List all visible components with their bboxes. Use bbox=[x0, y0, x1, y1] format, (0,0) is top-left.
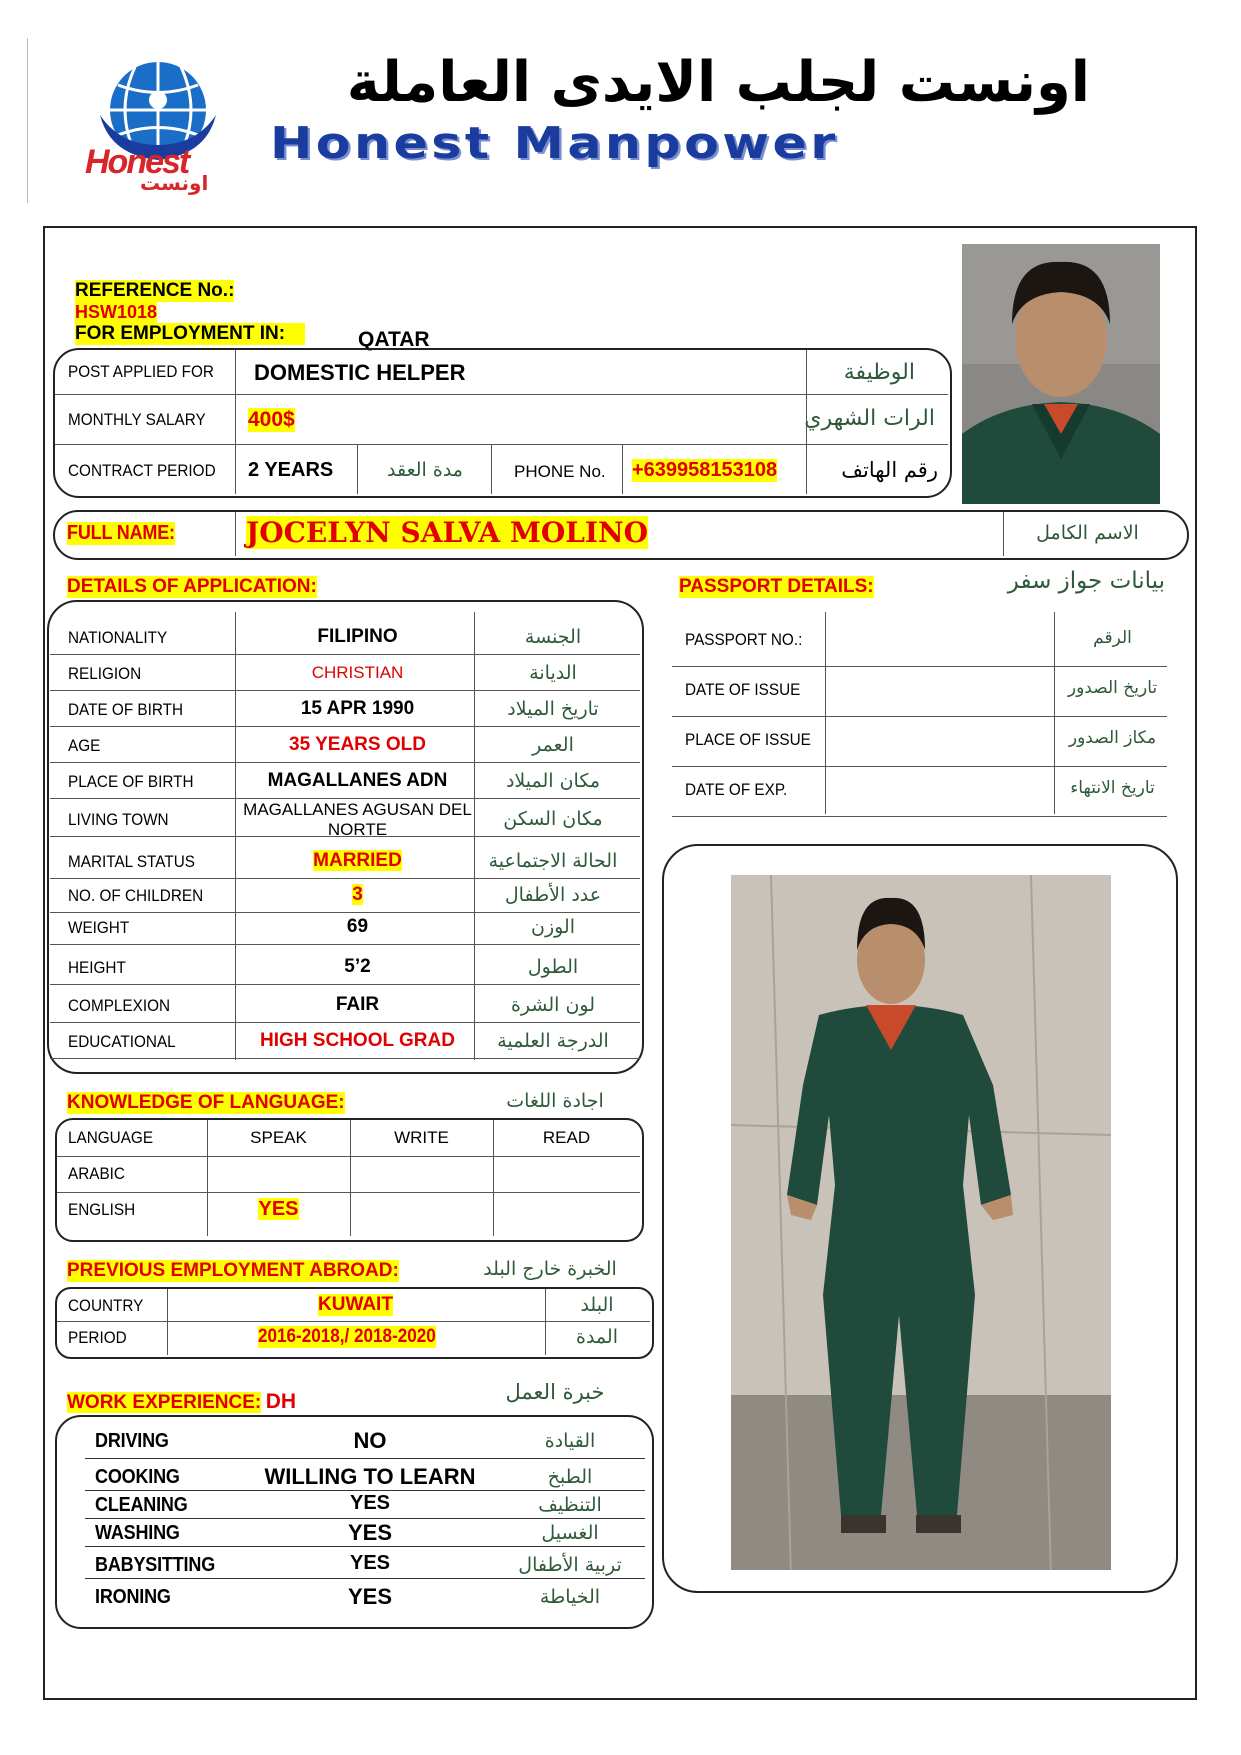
passport-row-label: PLACE OF ISSUE bbox=[685, 730, 811, 749]
country-value: KUWAIT bbox=[318, 1294, 393, 1315]
work-title-row bbox=[67, 1390, 296, 1414]
details-row-divider bbox=[50, 878, 640, 879]
passport-title: PASSPORT DETAILS: bbox=[679, 576, 874, 597]
work-row-value: YES bbox=[347, 1584, 393, 1609]
logo-text-en: Honest bbox=[85, 143, 189, 181]
details-row-value-text: MAGALLANES ADN bbox=[267, 770, 448, 791]
salary-value: 400$ bbox=[248, 408, 295, 431]
details-row-value bbox=[240, 956, 475, 978]
details-row-value-text: MARRIED bbox=[313, 850, 402, 871]
details-row-value bbox=[240, 626, 475, 648]
contract-label: CONTRACT PERIOD bbox=[68, 461, 216, 480]
work-row-ar: تربية الأطفال bbox=[518, 1554, 622, 1576]
previous-title: PREVIOUS EMPLOYMENT ABROAD: bbox=[67, 1260, 399, 1281]
passport-row-label: DATE OF ISSUE bbox=[685, 680, 801, 699]
details-row-label: AGE bbox=[68, 736, 101, 755]
details-row-ar: تاريخ الميلاد bbox=[507, 698, 599, 720]
details-row-value bbox=[240, 800, 475, 840]
passport-row-ar: تاريخ الصدور bbox=[1067, 678, 1158, 698]
details-row-ar: الطول bbox=[527, 956, 579, 978]
post-ar: الوظيفة bbox=[843, 360, 915, 385]
details-row-label: HEIGHT bbox=[68, 958, 126, 977]
details-row-label: NATIONALITY bbox=[68, 628, 168, 647]
details-row-divider bbox=[50, 690, 640, 691]
passport-row-divider bbox=[672, 816, 1167, 817]
details-row-value-text: 3 bbox=[352, 884, 363, 905]
work-row-ar: الغسيل bbox=[541, 1522, 599, 1544]
reference-number: HSW1018 bbox=[75, 302, 158, 322]
company-name-ar: اونست لجلب الايدى العاملة bbox=[346, 50, 1090, 115]
details-row-value-text: FAIR bbox=[335, 994, 380, 1015]
details-row-value-text: 15 APR 1990 bbox=[300, 698, 415, 719]
language-name: ARABIC bbox=[68, 1164, 125, 1183]
passport-row-label: DATE OF EXP. bbox=[685, 780, 788, 799]
details-row-ar: مكان الميلاد bbox=[505, 770, 601, 792]
passport-col-divider bbox=[1054, 612, 1055, 814]
period-ar: المدة bbox=[576, 1326, 618, 1348]
work-title: WORK EXPERIENCE: bbox=[67, 1392, 262, 1413]
details-row-ar: الجنسة bbox=[524, 626, 582, 648]
work-row-divider bbox=[85, 1458, 645, 1459]
details-row-value bbox=[240, 994, 475, 1016]
salary-label: MONTHLY SALARY bbox=[68, 410, 206, 429]
language-row-divider bbox=[57, 1156, 640, 1157]
details-row-value-text: HIGH SCHOOL GRAD bbox=[260, 1030, 455, 1051]
passport-row-divider bbox=[672, 716, 1167, 717]
work-row-divider bbox=[85, 1578, 645, 1579]
details-col-divider bbox=[474, 612, 475, 1060]
country-label: COUNTRY bbox=[68, 1296, 144, 1315]
language-header: LANGUAGE bbox=[68, 1128, 154, 1147]
passport-row-ar: الرقم bbox=[1093, 628, 1132, 648]
details-row-ar: الوزن bbox=[530, 916, 575, 938]
details-row-ar: العمر bbox=[532, 734, 574, 756]
passport-title-ar: بيانات جواز سفر bbox=[1007, 568, 1165, 594]
details-row-label: EDUCATIONAL bbox=[68, 1032, 176, 1051]
reference-label: REFERENCE No.: bbox=[75, 280, 235, 301]
details-row-value bbox=[240, 734, 475, 756]
reference-block bbox=[75, 280, 305, 345]
details-title: DETAILS OF APPLICATION: bbox=[67, 576, 317, 597]
salary-ar: الرات الشهري bbox=[804, 406, 935, 431]
details-row-value bbox=[240, 916, 475, 938]
logo-text-ar: اونست bbox=[140, 171, 209, 195]
language-header: READ bbox=[542, 1128, 591, 1147]
details-row-label: NO. OF CHILDREN bbox=[68, 886, 204, 905]
passport-row-divider bbox=[672, 666, 1167, 667]
post-value: DOMESTIC HELPER bbox=[254, 360, 466, 385]
language-cell bbox=[207, 1198, 350, 1221]
details-row-ar: الحالة الاجتماعية bbox=[488, 850, 618, 872]
details-row-divider bbox=[50, 798, 640, 799]
company-name-en: Honest Manpower bbox=[270, 118, 839, 169]
details-row-label: DATE OF BIRTH bbox=[68, 700, 184, 719]
details-row-label: PLACE OF BIRTH bbox=[68, 772, 194, 791]
language-row-divider bbox=[57, 1192, 640, 1193]
details-row-divider bbox=[50, 1058, 640, 1059]
work-row-divider bbox=[85, 1546, 645, 1547]
language-title: KNOWLEDGE OF LANGUAGE: bbox=[67, 1092, 345, 1113]
work-row-label: BABYSITTING bbox=[95, 1554, 216, 1576]
applicant-full-body-photo bbox=[731, 875, 1111, 1570]
details-row-label: RELIGION bbox=[68, 664, 142, 683]
details-row-value-text: 35 YEARS OLD bbox=[289, 734, 426, 755]
details-row-label: LIVING TOWN bbox=[68, 810, 169, 829]
details-row-divider bbox=[50, 726, 640, 727]
details-row-label: WEIGHT bbox=[68, 918, 130, 937]
details-row-value-text: FILIPINO bbox=[317, 626, 398, 647]
employment-label: FOR EMPLOYMENT IN: bbox=[75, 323, 305, 345]
details-row-value-text: 5’2 bbox=[344, 956, 371, 977]
header-left-rule bbox=[27, 38, 28, 203]
company-logo bbox=[80, 55, 240, 195]
details-row-value-text: 69 bbox=[346, 916, 369, 937]
phone-label: PHONE No. bbox=[514, 462, 606, 481]
details-row-divider bbox=[50, 654, 640, 655]
details-row-value bbox=[240, 850, 475, 872]
details-row-value bbox=[240, 662, 475, 684]
details-row-ar: مكان السكن bbox=[503, 808, 603, 830]
work-row-divider bbox=[85, 1490, 645, 1491]
language-header: SPEAK bbox=[250, 1128, 307, 1147]
details-row-divider bbox=[50, 944, 640, 945]
work-row-label: CLEANING bbox=[95, 1494, 188, 1516]
full-name-value: JOCELYN SALVA MOLINO bbox=[246, 516, 648, 549]
details-row-ar: لون الشرة bbox=[510, 994, 596, 1016]
contract-ar: مدة العقد bbox=[387, 459, 463, 481]
passport-row-divider bbox=[672, 766, 1167, 767]
phone-value: +639958153108 bbox=[632, 459, 778, 481]
details-row-ar: الديانة bbox=[529, 662, 577, 684]
passport-col-divider bbox=[825, 612, 826, 814]
post-label: POST APPLIED FOR bbox=[68, 362, 214, 381]
work-row-label: IRONING bbox=[95, 1586, 171, 1608]
contract-value: 2 YEARS bbox=[248, 459, 334, 481]
details-row-ar: عدد الأطفال bbox=[504, 884, 602, 906]
full-name-label: FULL NAME: bbox=[67, 522, 175, 544]
work-row-value: YES bbox=[347, 1520, 393, 1545]
employment-country: QATAR bbox=[358, 328, 430, 351]
passport-row-ar: تاريخ الانتهاء bbox=[1070, 778, 1155, 798]
language-header: WRITE bbox=[394, 1128, 449, 1147]
language-title-ar: اجادة اللغات bbox=[506, 1090, 604, 1112]
details-row-divider bbox=[50, 984, 640, 985]
period-value: 2016-2018,/ 2018-2020 bbox=[258, 1326, 436, 1347]
phone-ar: رقم الهاتف bbox=[841, 458, 938, 482]
details-row-label: COMPLEXION bbox=[68, 996, 171, 1015]
full-name-ar: الاسم الكامل bbox=[1036, 522, 1139, 544]
work-row-ar: القيادة bbox=[544, 1430, 596, 1452]
work-row-value: YES bbox=[349, 1492, 391, 1514]
period-label: PERIOD bbox=[68, 1328, 127, 1347]
country-ar: البلد bbox=[580, 1294, 614, 1316]
work-row-divider bbox=[85, 1518, 645, 1519]
work-row-label: DRIVING bbox=[95, 1430, 169, 1452]
work-title-value: DH bbox=[265, 1390, 297, 1413]
language-name: ENGLISH bbox=[68, 1200, 136, 1219]
details-row-divider bbox=[50, 912, 640, 913]
work-row-ar: الطبخ bbox=[547, 1466, 593, 1488]
passport-row-label: PASSPORT NO.: bbox=[685, 630, 803, 649]
language-cell-value: YES bbox=[258, 1198, 299, 1220]
work-row-label: WASHING bbox=[95, 1522, 180, 1544]
details-row-value bbox=[240, 770, 475, 792]
passport-row-ar: مكاز الصدور bbox=[1068, 728, 1157, 748]
details-row-value bbox=[240, 1030, 475, 1052]
work-row-value: YES bbox=[349, 1552, 391, 1574]
applicant-headshot bbox=[962, 244, 1160, 504]
work-row-label: COOKING bbox=[95, 1466, 180, 1488]
details-row-label: MARITAL STATUS bbox=[68, 852, 195, 871]
previous-title-ar: الخبرة خارج البلد bbox=[483, 1258, 617, 1280]
details-row-divider bbox=[50, 1022, 640, 1023]
details-row-divider bbox=[50, 762, 640, 763]
details-row-value-text: MAGALLANES AGUSAN DEL NORTE bbox=[243, 800, 472, 839]
work-row-ar: الخياطة bbox=[539, 1586, 601, 1608]
details-row-ar: الدرجة العلمية bbox=[497, 1030, 609, 1052]
details-col-divider bbox=[235, 612, 236, 1060]
details-row-value bbox=[240, 884, 475, 906]
work-row-value: WILLING TO LEARN bbox=[264, 1464, 476, 1489]
work-row-value: NO bbox=[353, 1428, 387, 1453]
work-title-ar: خبرة العمل bbox=[505, 1380, 605, 1404]
work-row-ar: التنظيف bbox=[538, 1494, 602, 1516]
details-row-value bbox=[240, 698, 475, 720]
details-row-value-text: CHRISTIAN bbox=[311, 663, 404, 682]
